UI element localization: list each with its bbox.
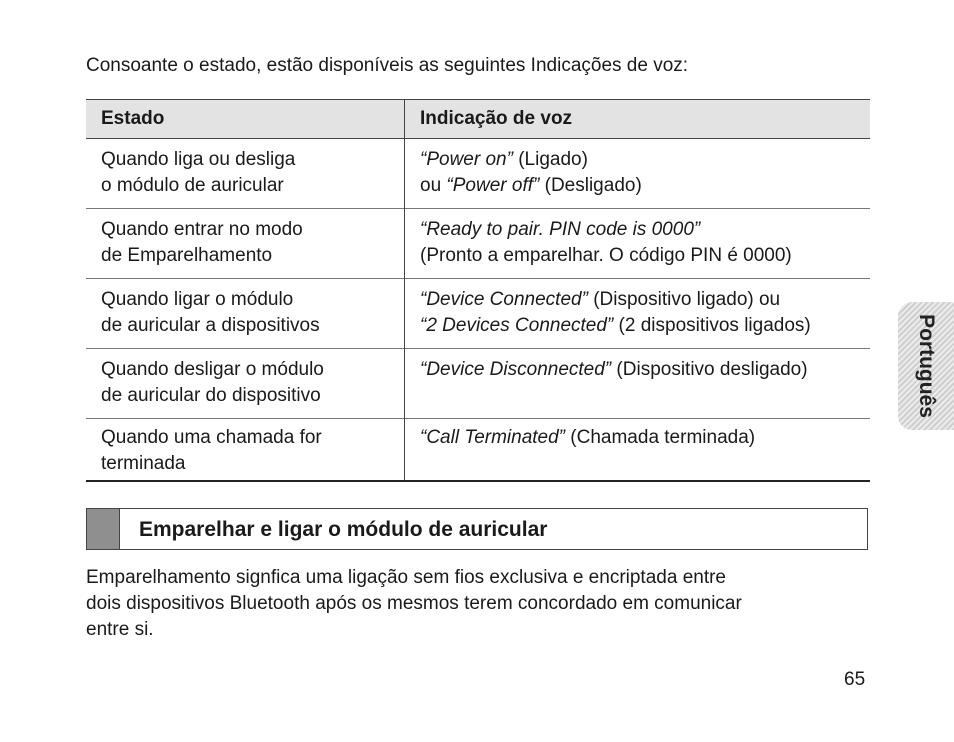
state-line: Quando entrar no modo [101, 219, 303, 240]
voice-cell [405, 419, 871, 481]
voice-post: (Dispositivo desligado) [611, 359, 808, 380]
voice-post: (Ligado) [512, 149, 588, 170]
voice-line [420, 425, 870, 451]
voice-line [420, 287, 870, 313]
state-line: de auricular do dispositivo [101, 385, 321, 406]
state-line: Quando ligar o módulo [101, 289, 294, 310]
state-line: de Emparelhamento [101, 245, 273, 266]
table-row [86, 419, 870, 481]
voice-cell [405, 349, 871, 419]
voice-quote: “Ready to pair. PIN code is 0000” [420, 219, 701, 240]
state-cell [86, 209, 405, 279]
voice-indications-table [86, 99, 870, 482]
state-line: de auricular a dispositivos [101, 315, 320, 336]
state-line: terminada [101, 453, 186, 474]
voice-post: (Dispositivo ligado) ou [587, 289, 781, 310]
state-cell [86, 349, 405, 419]
voice-line [420, 243, 870, 269]
page-number: 65 [844, 669, 866, 690]
section-body [86, 565, 876, 643]
voice-quote: “Power off” [446, 175, 540, 196]
voice-quote: “2 Devices Connected” [420, 315, 614, 336]
voice-pre: (Pronto a emparelhar. O código PIN é 0000) [420, 245, 792, 266]
state-line: Quando desligar o módulo [101, 359, 324, 380]
voice-post: (2 dispositivos ligados) [613, 315, 811, 336]
voice-quote: “Power on” [420, 149, 513, 170]
voice-line [420, 313, 870, 339]
voice-cell [405, 279, 871, 349]
table-row [86, 349, 870, 419]
voice-line [420, 217, 870, 243]
table-row [86, 209, 870, 279]
voice-line [420, 173, 870, 199]
column-header-state: Estado [86, 100, 405, 139]
column-header-voice: Indicação de voz [420, 108, 573, 129]
section-heading-bar [86, 508, 868, 550]
voice-pre: ou [420, 175, 447, 196]
state-line: Quando liga ou desliga [101, 149, 296, 170]
table-header-row [86, 100, 870, 139]
language-tab [898, 302, 954, 430]
body-line: Emparelhamento signfica uma ligação sem fios exclusiva e encriptada entre [86, 567, 726, 588]
body-line: entre si. [86, 619, 154, 640]
voice-post: (Desligado) [539, 175, 642, 196]
intro-text: Consoante o estado, estão disponíveis as seguintes Indicações de voz: [86, 55, 689, 76]
table-row [86, 139, 870, 209]
language-tab-label: Português [915, 314, 938, 418]
state-cell [86, 279, 405, 349]
state-cell [86, 139, 405, 209]
table-row [86, 279, 870, 349]
voice-line [420, 357, 870, 383]
voice-quote: “Call Terminated” [420, 427, 566, 448]
state-line: Quando uma chamada for [101, 427, 322, 448]
voice-post: (Chamada terminada) [565, 427, 756, 448]
section-title: Emparelhar e ligar o módulo de auricular [139, 518, 548, 541]
voice-line [420, 147, 870, 173]
state-line: o módulo de auricular [101, 175, 284, 196]
voice-cell [405, 209, 871, 279]
voice-quote: “Device Connected” [420, 289, 588, 310]
state-cell [86, 419, 405, 481]
body-line: dois dispositivos Bluetooth após os mesmos terem concordado em comunicar [86, 593, 742, 614]
voice-quote: “Device Disconnected” [420, 359, 612, 380]
voice-cell [405, 139, 871, 209]
section-marker [87, 509, 120, 549]
